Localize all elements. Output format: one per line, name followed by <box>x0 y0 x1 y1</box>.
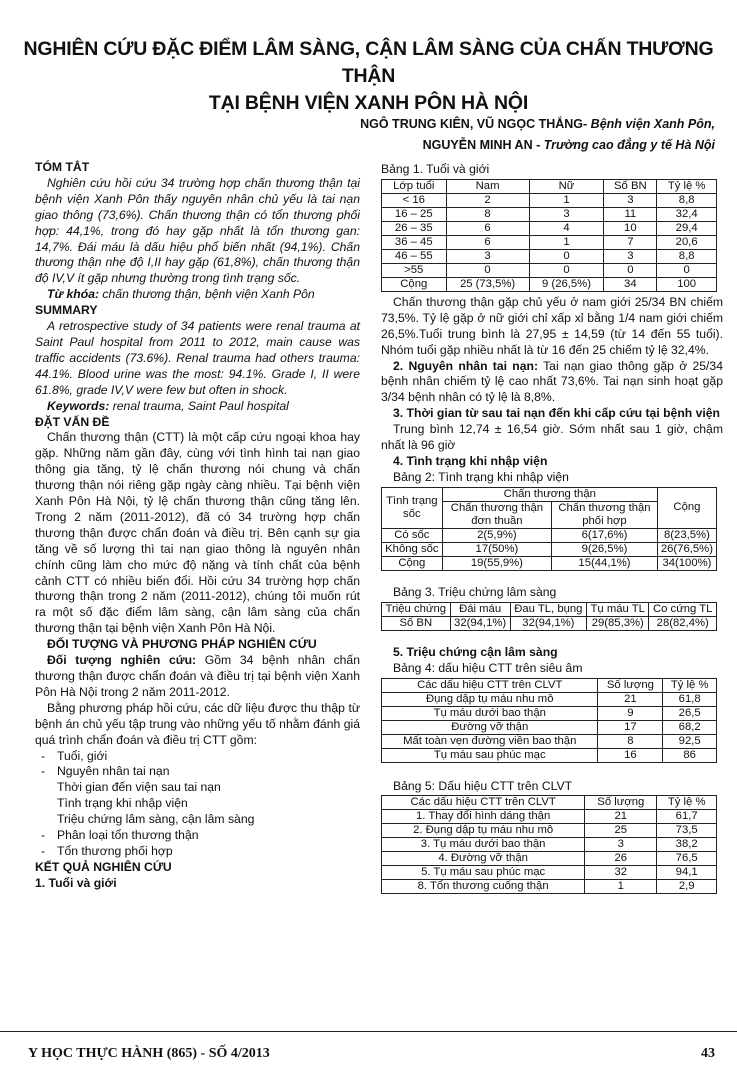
table-row <box>382 838 717 852</box>
table-cell: 2. Đụng dập tụ máu nhu mô <box>382 824 585 838</box>
table-header-row <box>382 179 717 193</box>
table-header: Đau TL, bụng <box>510 602 586 616</box>
authors <box>360 114 715 156</box>
table-cell: 86 <box>663 748 717 762</box>
table-cell: 25 <box>585 824 657 838</box>
table-cell: 3 <box>585 838 657 852</box>
table-header: Nữ <box>529 179 604 193</box>
table-header: Chấn thương thận <box>442 487 657 501</box>
table-row <box>382 734 717 748</box>
table-cell: < 16 <box>382 193 447 207</box>
table-header-row <box>382 796 717 810</box>
cause-text: Tai nạn giao thông gặp ở 25/34 bệnh nhân chiếm tỷ lệ cao nhất 73,6%. Tai nạn sinh hoạt gặp 3/34 bệnh nhân có tỷ lệ là 8,8%. <box>381 358 723 405</box>
table-cell: 3. Tụ máu dưới bao thận <box>382 838 585 852</box>
table-cell: 68,2 <box>663 720 717 734</box>
table-cell: 0 <box>529 263 604 277</box>
table-row <box>382 616 717 630</box>
journal-name: Y HỌC THỰC HÀNH (865) - SỐ 4/2013 <box>28 1046 270 1061</box>
table-cell: 1. Thay đổi hình dáng thận <box>382 810 585 824</box>
table-cell: 26 – 35 <box>382 221 447 235</box>
table-cell: 8 <box>446 207 529 221</box>
table-cell: 3 <box>446 249 529 263</box>
table-row <box>382 880 717 894</box>
table-row <box>382 556 717 570</box>
table-cell: 9(26,5%) <box>552 542 658 556</box>
table-header: Chấn thương thận đơn thuần <box>442 501 551 528</box>
table-cell: 6 <box>446 235 529 249</box>
table-header: Lớp tuổi <box>382 179 447 193</box>
table-cell: 2(5,9%) <box>442 528 551 542</box>
table-2 <box>381 487 717 571</box>
table-header: Cộng <box>657 487 716 528</box>
table-cell: 46 – 55 <box>382 249 447 263</box>
table-3-caption: Bảng 3. Triệu chứng lâm sàng <box>393 584 557 599</box>
table-header: Triệu chứng <box>382 602 451 616</box>
table-header-row <box>382 678 717 692</box>
table-row <box>382 866 717 880</box>
subjects-label: Đối tượng nghiên cứu: <box>47 653 197 668</box>
author-names-2: NGUYỄN MINH AN - <box>422 138 541 152</box>
table-cell: 4 <box>529 221 604 235</box>
table-cell: 3 <box>604 249 657 263</box>
table-cell: 92,5 <box>663 734 717 748</box>
table-cell: 94,1 <box>657 866 717 880</box>
list-item: - Nguyên nhân tai nạn <box>35 764 360 780</box>
table-cell: 6 <box>446 221 529 235</box>
list-item: Thời gian đến viện sau tai nạn <box>57 780 221 795</box>
table-cell: 32(94,1%) <box>510 616 586 630</box>
table-header: Tình trạng sốc <box>382 487 443 528</box>
table-cell: 0 <box>604 263 657 277</box>
table-cell: 26(76,5%) <box>657 542 716 556</box>
table-header: Tỷ lệ % <box>663 678 717 692</box>
table-cell: 61,7 <box>657 810 717 824</box>
table-row <box>382 235 717 249</box>
table-row <box>382 542 717 556</box>
introduction-heading: ĐẶT VẤN ĐỀ <box>35 414 110 429</box>
table-row <box>382 263 717 277</box>
table-cell: 29,4 <box>657 221 717 235</box>
table-cell: 20,6 <box>657 235 717 249</box>
table-cell: 4. Đường vỡ thận <box>382 852 585 866</box>
table-cell: Không sốc <box>382 542 443 556</box>
table-5 <box>381 795 717 894</box>
table-cell: 25 (73,5%) <box>446 277 529 291</box>
table-cell: 8(23,5%) <box>657 528 716 542</box>
table-header: Tỷ lệ % <box>657 179 717 193</box>
table-cell: 0 <box>529 249 604 263</box>
table-row <box>382 221 717 235</box>
table-cell: 0 <box>446 263 529 277</box>
table-row <box>382 852 717 866</box>
abstract-text: Nghiên cứu hồi cứu 34 trường hợp chấn thương thận tại bệnh viện Xanh Pôn thấy nguyên nhân chủ yếu là tai nạn giao thông (73,6%). Chấn thương thận có tổn thương phối hợp: 44,1%, trong đó hay gặp nhất là tổn thương gan: 14,7%. Đái máu là dấu hiệu phổ biến nhất (94,1%). Chấn thương thận nhẹ độ I,II hay gặp (61,8%), chấn thương thận độ IV,V ít gặp nhưng thường trong tình trạng sốc. <box>35 175 360 286</box>
table-cell: 34(100%) <box>657 556 716 570</box>
table-cell: 6(17,6%) <box>552 528 658 542</box>
table-cell: 61,8 <box>663 692 717 706</box>
table-cell: Đụng dập tụ máu nhu mô <box>382 692 598 706</box>
table-cell: 1 <box>529 193 604 207</box>
age-sex-text: Chấn thương thận gặp chủ yếu ở nam giới 25/34 BN chiếm 73,5%. Tỷ lệ gặp ở nữ giới chỉ xấp xỉ bằng 1/4 nam giới chiếm 26,5%.Tuổi trung bình là 27,95 ± 14,59 (từ 14 đến 55 tuổi). Nhóm tuổi gặp nhiều nhất là từ 16 đến 25 chiếm tỷ lệ 32,4%. <box>381 294 723 357</box>
table-row <box>382 207 717 221</box>
table-cell: 32,4 <box>657 207 717 221</box>
table-row <box>382 824 717 838</box>
table-row <box>382 277 717 291</box>
table-cell: 3 <box>604 193 657 207</box>
table-2-caption: Bảng 2: Tình trạng khi nhập viện <box>393 469 569 484</box>
summary-text: A retrospective study of 34 patients were renal trauma at Saint Paul hospital from 2011 to 2012, main cause was traffic accidents (73.6%). Renal trauma had others trauma: 44.1%. Blood urine was the most: 94.1%. Grade I, II were 61.8%, grade IV,V were few but often in shock. <box>35 319 360 397</box>
table-cell: 100 <box>657 277 717 291</box>
table-cell: 26 <box>585 852 657 866</box>
paragraph <box>35 399 360 415</box>
paragraph <box>35 287 360 303</box>
table-header: Số lượng <box>598 678 663 692</box>
table-header-row <box>382 487 717 501</box>
table-4-caption: Bảng 4: dấu hiệu CTT trên siêu âm <box>393 660 583 675</box>
table-cell: 32(94,1%) <box>450 616 510 630</box>
list-item: - Tuổi, giới <box>35 749 360 765</box>
table-cell: Tụ máu dưới bao thận <box>382 706 598 720</box>
table-header: Nam <box>446 179 529 193</box>
table-cell: 19(55,9%) <box>442 556 551 570</box>
list-item: - Phân loại tổn thương thận <box>35 828 360 844</box>
page-number: 43 <box>701 1046 715 1061</box>
table-cell: 21 <box>598 692 663 706</box>
admission-heading: 4. Tình trạng khi nhập viện <box>393 453 548 468</box>
table-header: Các dấu hiệu CTT trên CLVT <box>382 678 598 692</box>
table-4 <box>381 678 717 763</box>
table-cell: 36 – 45 <box>382 235 447 249</box>
abstract-heading: TÓM TẮT <box>35 160 90 174</box>
table-header-row <box>382 602 717 616</box>
table-cell: 17 <box>598 720 663 734</box>
table-row <box>382 810 717 824</box>
keywords-vi: chấn thương thận, bệnh viện Xanh Pôn <box>99 287 315 302</box>
table-cell: Cộng <box>382 277 447 291</box>
paraclinical-heading: 5. Triệu chứng cận lâm sàng <box>393 644 558 659</box>
results-heading: KẾT QUẢ NGHIÊN CỨU <box>35 859 172 874</box>
table-header: Co cứng TL <box>649 602 717 616</box>
author-affiliation-1: Bệnh viện Xanh Pôn, <box>587 117 715 131</box>
time-heading: 3. Thời gian từ sau tai nạn đến khi cấp cứu tại bệnh viện <box>393 406 720 421</box>
keywords-vi-label: Từ khóa: <box>47 287 100 302</box>
table-cell: 7 <box>604 235 657 249</box>
table-1-caption: Bảng 1. Tuổi và giới <box>381 162 490 176</box>
table-cell: Số BN <box>382 616 451 630</box>
subjects-text: Gồm 34 bệnh nhân chấn thương thận được chẩn đoán và điều trị tại bệnh viện Xanh Pôn Hà Nội trong 2 năm 2011-2012. <box>35 653 360 699</box>
table-cell: 2,9 <box>657 880 717 894</box>
table-cell: 10 <box>604 221 657 235</box>
table-cell: 0 <box>657 263 717 277</box>
table-cell: 16 <box>598 748 663 762</box>
table-cell: Đường vỡ thận <box>382 720 598 734</box>
table-row <box>382 528 717 542</box>
table-cell: 29(85,3%) <box>587 616 649 630</box>
table-cell: 34 <box>604 277 657 291</box>
keywords-en: renal trauma, Saint Paul hospital <box>109 398 289 413</box>
table-cell: 8 <box>598 734 663 748</box>
table-3 <box>381 602 717 631</box>
right-column <box>381 160 723 894</box>
time-text: Trung bình 12,74 ± 16,54 giờ. Sớm nhất sau 1 giờ, chậm nhất là 96 giờ <box>381 422 723 453</box>
table-cell: 17(50%) <box>442 542 551 556</box>
table-header: Đái máu <box>450 602 510 616</box>
table-cell: 21 <box>585 810 657 824</box>
table-cell: 8,8 <box>657 249 717 263</box>
table-cell: 28(82,4%) <box>649 616 717 630</box>
table-cell: 2 <box>446 193 529 207</box>
table-row <box>382 748 717 762</box>
table-cell: 15(44,1%) <box>552 556 658 570</box>
table-header: Chấn thương thận phối hợp <box>552 501 658 528</box>
cause-heading: 2. Nguyên nhân tai nạn: <box>393 358 539 373</box>
table-cell: 11 <box>604 207 657 221</box>
table-cell: 5. Tụ máu sau phúc mạc <box>382 866 585 880</box>
table-cell: Mất toàn vẹn đường viền bao thận <box>382 734 598 748</box>
article-title <box>20 36 717 117</box>
table-cell: 9 (26,5%) <box>529 277 604 291</box>
paragraph <box>381 359 723 407</box>
table-cell: 8,8 <box>657 193 717 207</box>
table-header: Các dấu hiệu CTT trên CLVT <box>382 796 585 810</box>
criteria-list <box>35 749 360 860</box>
title-line-1: NGHIÊN CỨU ĐẶC ĐIỂM LÂM SÀNG, CẬN LÂM SÀNG CỦA CHẤN THƯƠNG THẬN <box>23 38 714 87</box>
table-cell: 8. Tổn thương cuống thận <box>382 880 585 894</box>
list-item: Tình trạng khi nhập viện <box>57 796 188 811</box>
table-cell: 3 <box>529 207 604 221</box>
author-affiliation-2: Trường cao đẳng y tế Hà Nội <box>540 138 715 152</box>
table-header: Tụ máu TL <box>587 602 649 616</box>
table-header: Số lượng <box>585 796 657 810</box>
methods-text: Bằng phương pháp hồi cứu, các dữ liệu được thu thập từ bệnh án chủ yếu tập trung vào những yếu tố nhằm đánh giá quá trình chẩn đoán và điều trị CTT gồm: <box>35 700 360 747</box>
table-5-caption: Bảng 5: Dấu hiệu CTT trên CLVT <box>393 778 573 793</box>
results-subheading-1: 1. Tuổi và giới <box>35 875 117 890</box>
table-row <box>382 193 717 207</box>
table-row <box>382 692 717 706</box>
table-cell: >55 <box>382 263 447 277</box>
title-line-2: TẠI BỆNH VIỆN XANH PÔN HÀ NỘI <box>208 92 529 114</box>
table-row <box>382 720 717 734</box>
author-names-1: NGÔ TRUNG KIÊN, VŨ NGỌC THẮNG- <box>360 117 588 131</box>
paragraph <box>35 653 360 701</box>
summary-heading: SUMMARY <box>35 303 98 318</box>
table-cell: 73,5 <box>657 824 717 838</box>
table-row <box>382 706 717 720</box>
table-row <box>382 249 717 263</box>
table-cell: 16 – 25 <box>382 207 447 221</box>
introduction-text: Chấn thương thận (CTT) là một cấp cứu ngoại khoa hay gặp. Những năm gần đây, cùng với tình hình tai nạn giao thông gia tăng, tỷ lệ chấn thương nói chung và chấn thương thận nói riêng gặp ngày càng nhiều. Tại bệnh viện Xanh Pôn Hà Nội, tỷ lệ chấn thương thận cũng tăng lên. Trong 2 năm (2011-2012), đã có 34 trường hợp chấn thương thận được chẩn đoán và điều trị. Bên cạnh sự gia tăng về số lượng thì tai nạn giao thông là nguyên nhân chính cũng làm cho mức độ nặng và tính chất của bệnh cảnh CTT có nhiều biến đổi. Hồi cứu 34 trường hợp chấn thương thận trong 2 năm (2011-2012), chúng tôi muốn rút ra một số đặc điểm lâm sàng, cận lâm sàng của chấn thương thận tại bệnh viện Xanh Pôn Hà Nội. <box>35 430 360 636</box>
table-cell: 9 <box>598 706 663 720</box>
list-item: - Tổn thương phối hợp <box>35 844 360 860</box>
table-1 <box>381 179 717 292</box>
left-column <box>35 160 360 892</box>
table-cell: 26,5 <box>663 706 717 720</box>
table-cell: 38,2 <box>657 838 717 852</box>
table-header: Số BN <box>604 179 657 193</box>
methods-heading: ĐỐI TƯỢNG VÀ PHƯƠNG PHÁP NGHIÊN CỨU <box>47 637 317 652</box>
table-cell: 1 <box>529 235 604 249</box>
table-cell: Cộng <box>382 556 443 570</box>
table-cell: Tụ máu sau phúc mạc <box>382 748 598 762</box>
table-cell: 76,5 <box>657 852 717 866</box>
table-cell: 32 <box>585 866 657 880</box>
footer-rule <box>0 1031 737 1032</box>
list-item: Triệu chứng lâm sàng, cận lâm sàng <box>57 812 255 827</box>
table-cell: Có sốc <box>382 528 443 542</box>
table-header: Tỷ lệ % <box>657 796 717 810</box>
table-cell: 1 <box>585 880 657 894</box>
keywords-en-label: Keywords: <box>47 398 110 413</box>
